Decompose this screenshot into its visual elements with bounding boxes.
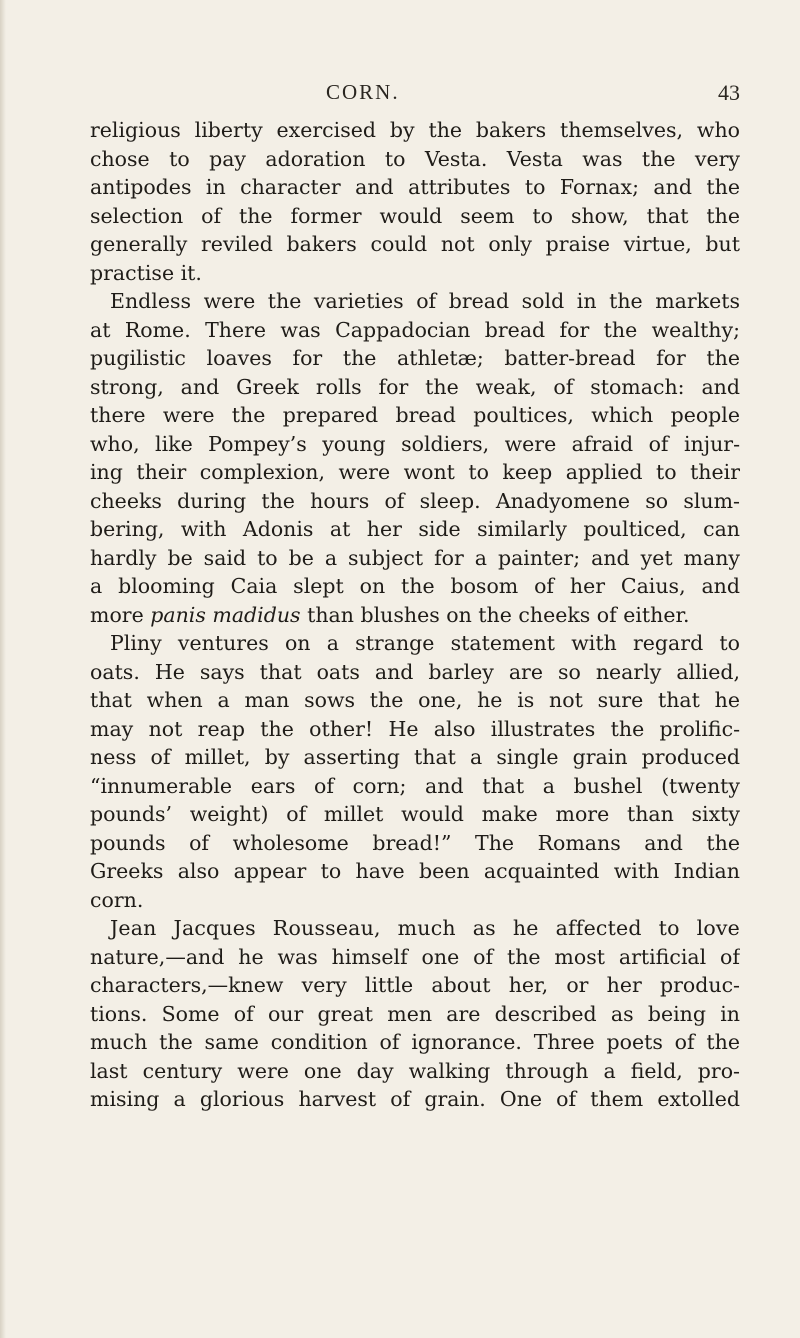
paragraph-start-line: Pliny ventures on a strange statement with regard to (110, 631, 740, 655)
text-line: chose to pay adoration to Vesta. Vesta was the very (90, 146, 740, 171)
text-line: antipodes in character and attributes to Fornax; and the (90, 175, 740, 199)
paragraph-start-line: Jean Jacques Rousseau, much as he affected to love (110, 916, 740, 940)
text-line: pugilistic loaves for the athletæ; batter-bread for the (90, 346, 740, 370)
italic-phrase: panis madidus (150, 602, 301, 627)
text-line: religious liberty exercised by the bakers themselves, who (90, 118, 740, 142)
text-line: Greeks also appear to have been acquainted with Indian (90, 859, 740, 883)
text-line: cheeks during the hours of sleep. Anadyomene so slum- (90, 488, 740, 513)
running-title: CORN. (326, 80, 400, 104)
text-line: at Rome. There was Cappadocian bread for the wealthy; (90, 317, 740, 342)
text-line: last century were one day walking through a field, pro- (90, 1058, 740, 1083)
page-number: 43 (718, 80, 740, 105)
text-line: that when a man sows the one, he is not sure that he (90, 688, 740, 712)
text-line-with-italic (90, 601, 740, 630)
line-rest: than blushes on the cheeks of either. (300, 602, 690, 627)
text-line: tions. Some of our great men are described as being in (90, 1001, 740, 1026)
text-line: mising a glorious harvest of grain. One of them extolled (90, 1087, 740, 1111)
text-line: “innumerable ears of corn; and that a bushel (twenty (90, 773, 740, 798)
running-header (90, 80, 740, 110)
text-line: nature,—and he was himself one of the most artificial of (90, 944, 740, 969)
line-lead: more (90, 602, 151, 627)
text-line: a blooming Caia slept on the bosom of her Caius, and (90, 574, 740, 598)
text-line: ness of millet, by asserting that a single grain produced (90, 745, 740, 769)
text-line: much the same condition of ignorance. Three poets of the (90, 1030, 740, 1054)
text-line: pounds of wholesome bread!” The Romans and the (90, 830, 740, 855)
text-line: bering, with Adonis at her side similarly poulticed, can (90, 517, 740, 541)
text-line: strong, and Greek rolls for the weak, of stomach: and (90, 374, 740, 399)
text-line: pounds’ weight) of millet would make more than sixty (90, 802, 740, 826)
text-line: there were the prepared bread poultices, which people (90, 403, 740, 427)
text-line: selection of the former would seem to show, that the (90, 203, 740, 228)
body-text (90, 116, 740, 1114)
text-line: oats. He says that oats and barley are so nearly allied, (90, 659, 740, 684)
text-line: characters,—knew very little about her, or her produc- (90, 973, 740, 997)
text-line: corn. (90, 887, 144, 912)
text-line: generally reviled bakers could not only praise virtue, but (90, 232, 740, 256)
text-line: practise it. (90, 260, 202, 285)
text-line: hardly be said to be a subject for a painter; and yet many (90, 545, 740, 570)
page-gutter-shadow (0, 0, 6, 1338)
text-line: may not reap the other! He also illustrates the prolific- (90, 716, 740, 741)
paragraph-start-line: Endless were the varieties of bread sold in the markets (110, 289, 740, 313)
text-line: ing their complexion, were wont to keep applied to their (90, 460, 740, 484)
text-line: who, like Pompey’s young soldiers, were afraid of injur- (90, 431, 740, 456)
